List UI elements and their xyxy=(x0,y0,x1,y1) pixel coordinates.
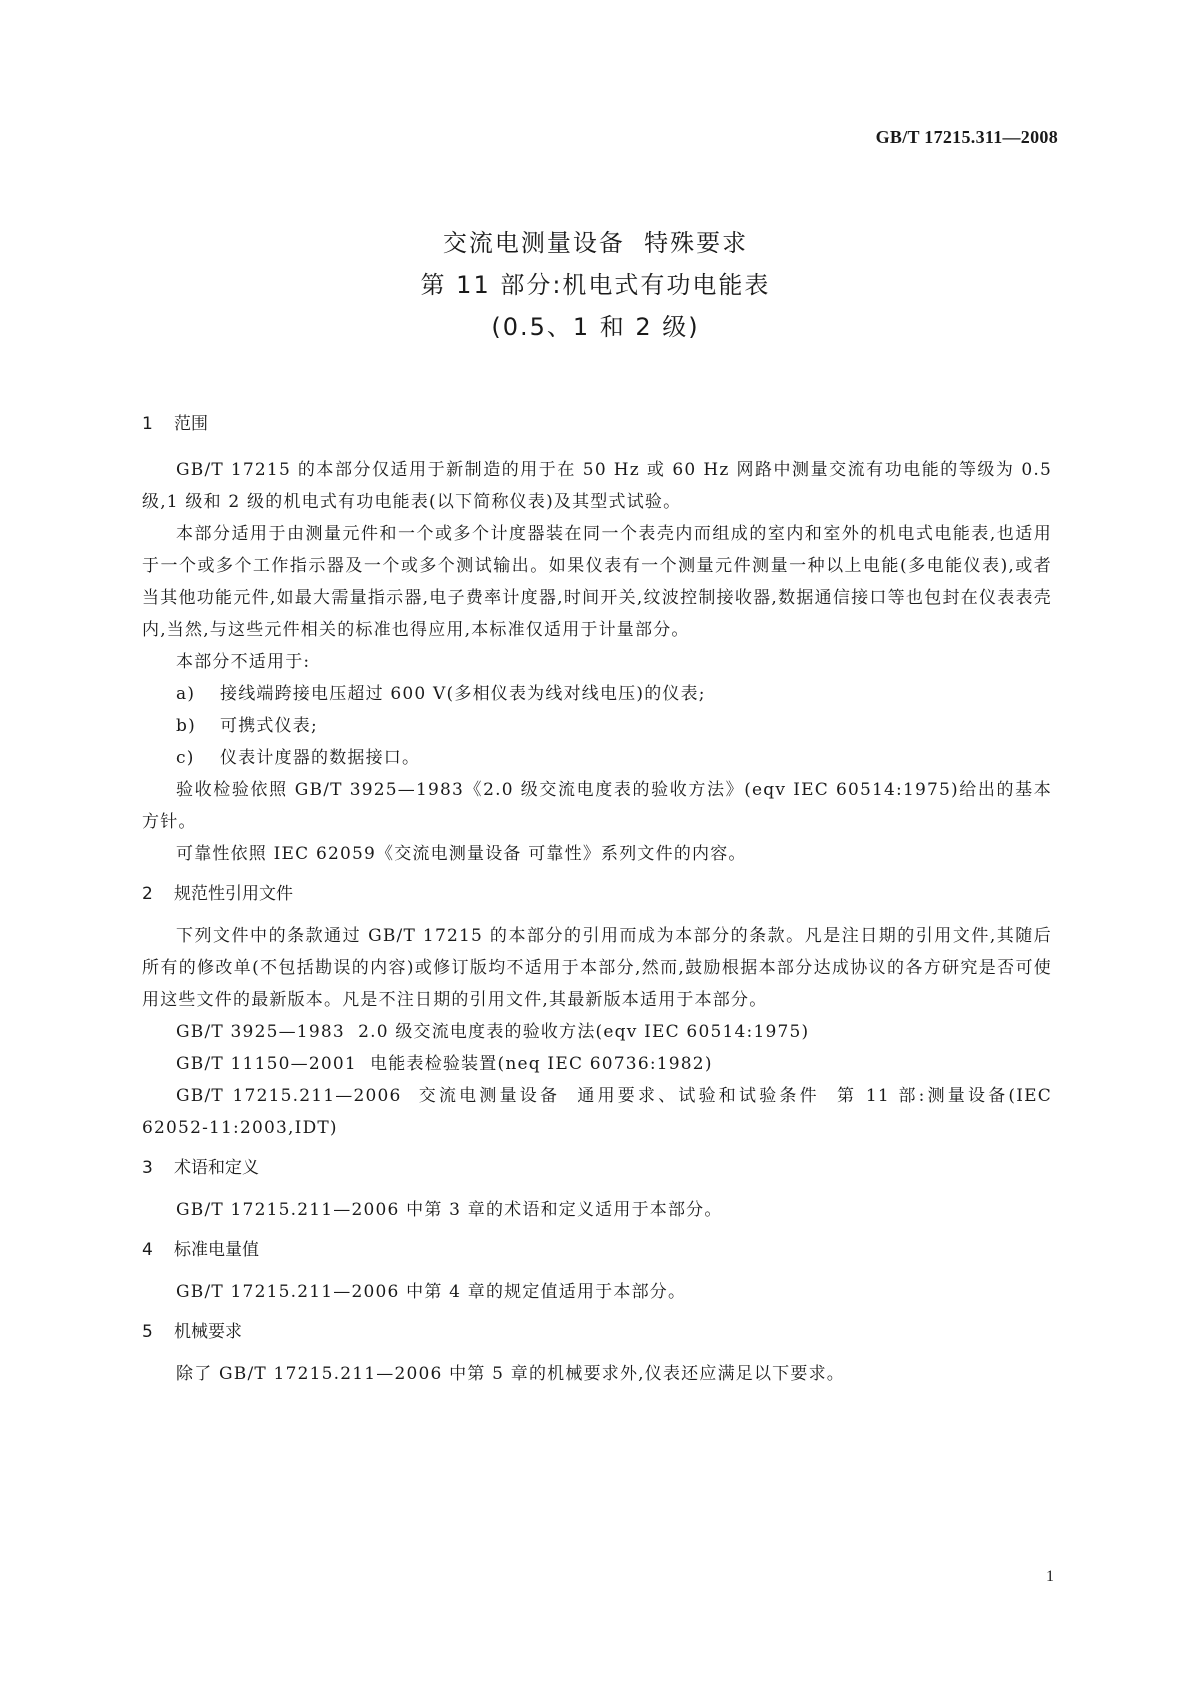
section-number: 5 xyxy=(142,1322,153,1342)
paragraph: 验收检验依照 GB/T 3925—1983《2.0 级交流电度表的验收方法》(eqv IEC 60514:1975)给出的基本方针。 xyxy=(142,780,1052,832)
list-item xyxy=(142,710,1052,742)
section-number: 2 xyxy=(142,884,153,904)
section-title: 范围 xyxy=(174,414,208,434)
paragraph: GB/T 17215.211—2006 中第 3 章的术语和定义适用于本部分。 xyxy=(176,1200,723,1220)
paragraph: GB/T 17215.211—2006 中第 4 章的规定值适用于本部分。 xyxy=(176,1282,687,1302)
page-number: 1 xyxy=(1046,1568,1054,1585)
document-title xyxy=(0,222,1191,348)
section-4-heading xyxy=(142,1234,1052,1266)
section-1-heading xyxy=(142,408,1052,440)
paragraph: 本部分适用于由测量元件和一个或多个计度器装在同一个表壳内而组成的室内和室外的机电式电能表,也适用于一个或多个工作指示器及一个或多个测试输出。如果仪表有一个测量元件测量一种以上电能(多电能仪表),或者当其他功能元件,如最大需量指示器,电子费率计度器,时间开关,纹波控制接收器,数据通信接口等也包封在仪表表壳内,当然,与这些元件相关的标准也得应用,本标准仅适用于计量部分。 xyxy=(142,524,1052,640)
section-number: 3 xyxy=(142,1158,153,1178)
paragraph: 本部分不适用于: xyxy=(176,652,311,672)
section-3-heading xyxy=(142,1152,1052,1184)
title-line-1: 交流电测量设备 特殊要求 xyxy=(442,229,749,257)
list-item xyxy=(142,678,1052,710)
standard-number: GB/T 17215.311—2008 xyxy=(875,127,1058,147)
list-item-text: 可携式仪表; xyxy=(220,716,318,736)
paragraph: 可靠性依照 IEC 62059《交流电测量设备 可靠性》系列文件的内容。 xyxy=(176,844,747,864)
section-title: 术语和定义 xyxy=(174,1158,259,1178)
list-marker: c) xyxy=(176,748,195,768)
reference-item: GB/T 17215.211—2006 交流电测量设备 通用要求、试验和试验条件 第 11 部:测量设备(IEC 62052-11:2003,IDT) xyxy=(142,1086,1059,1138)
section-title: 机械要求 xyxy=(174,1322,242,1342)
document-body xyxy=(142,408,1059,1390)
section-title: 标准电量值 xyxy=(174,1240,259,1260)
section-5-heading xyxy=(142,1316,1052,1348)
title-line-2: 第 11 部分:机电式有功电能表 xyxy=(420,271,771,299)
list-item-text: 接线端跨接电压超过 600 V(多相仪表为线对线电压)的仪表; xyxy=(220,684,706,704)
section-number: 1 xyxy=(142,414,153,434)
section-title: 规范性引用文件 xyxy=(174,884,293,904)
list-marker: b) xyxy=(176,716,196,736)
paragraph: 下列文件中的条款通过 GB/T 17215 的本部分的引用而成为本部分的条款。凡是注日期的引用文件,其随后所有的修改单(不包括勘误的内容)或修订版均不适用于本部分,然而,鼓励根据本部分达成协议的各方研究是否可使用这些文件的最新版本。凡是不注日期的引用文件,其最新版本适用于本部分。 xyxy=(142,926,1052,1010)
section-number: 4 xyxy=(142,1240,153,1260)
paragraph: 除了 GB/T 17215.211—2006 中第 5 章的机械要求外,仪表还应满足以下要求。 xyxy=(176,1364,845,1384)
reference-item: GB/T 3925—1983 2.0 级交流电度表的验收方法(eqv IEC 60514:1975) xyxy=(176,1022,810,1042)
title-line-3: (0.5、1 和 2 级) xyxy=(491,313,700,341)
paragraph: GB/T 17215 的本部分仅适用于新制造的用于在 50 Hz 或 60 Hz 网路中测量交流有功电能的等级为 0.5 级,1 级和 2 级的机电式有功电能表(以下简称仪表)及其型式试验。 xyxy=(142,460,1052,512)
reference-item: GB/T 11150—2001 电能表检验装置(neq IEC 60736:1982) xyxy=(176,1054,713,1074)
section-2-heading xyxy=(142,878,1052,910)
list-marker: a) xyxy=(176,684,196,704)
list-item xyxy=(142,742,1052,774)
list-item-text: 仪表计度器的数据接口。 xyxy=(220,748,421,768)
